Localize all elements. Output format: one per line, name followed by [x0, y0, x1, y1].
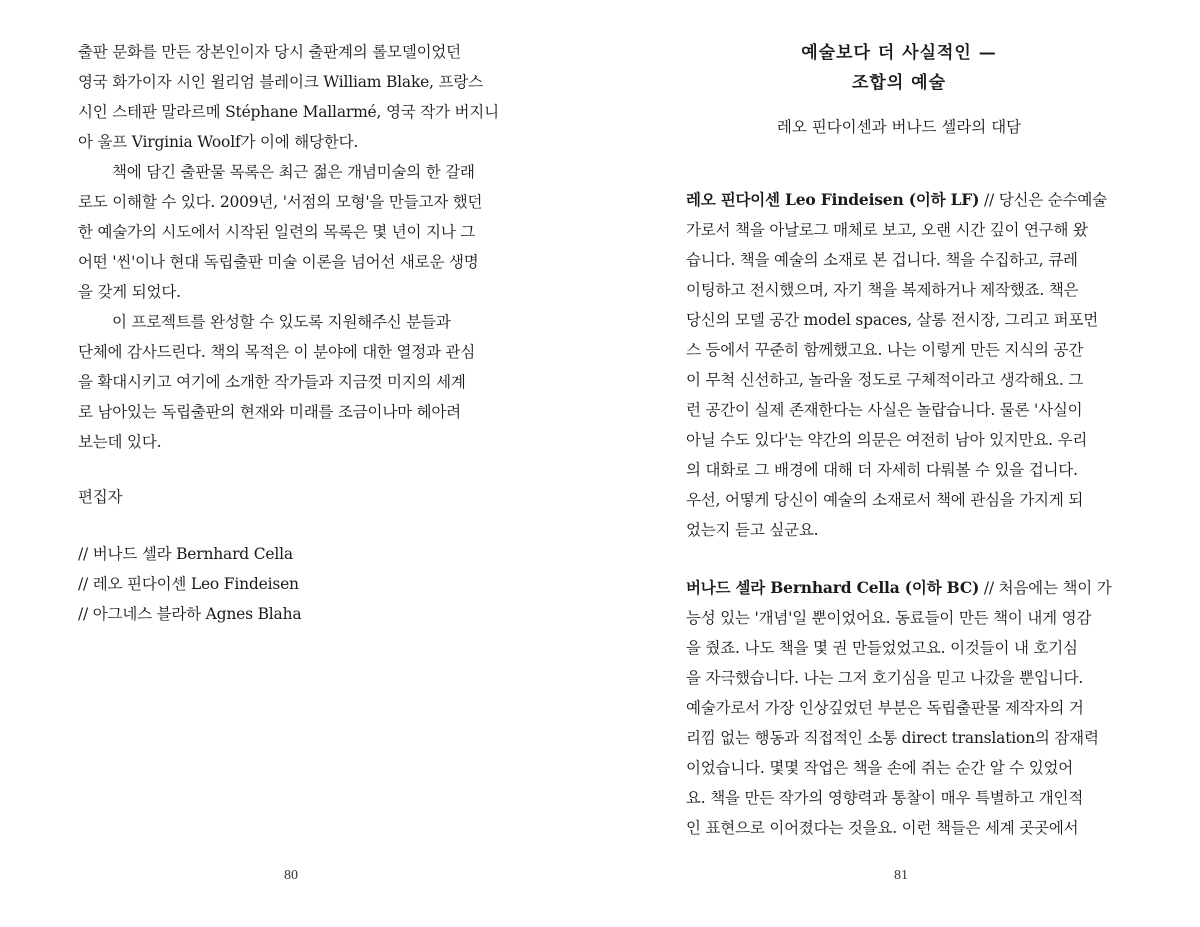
text-line: 을 갖게 되었다.	[78, 283, 181, 301]
text-line: 아닐 수도 있다'는 약간의 의문은 여전히 남아 있지만요. 우리	[686, 431, 1088, 449]
text-line: 요. 책을 만든 작가의 영향력과 통찰이 매우 특별하고 개인적	[686, 789, 1084, 807]
text-line: 의 대화로 그 배경에 대해 더 자세히 다뤄볼 수 있을 겁니다.	[686, 461, 1078, 479]
text-line: 인 표현으로 이어졌다는 것을요. 이런 책들은 세계 곳곳에서	[686, 819, 1079, 837]
text-line: 리낌 없는 행동과 직접적인 소통 direct translation의 잠재력	[686, 729, 1099, 747]
text-line: 한 예술가의 시도에서 시작된 일련의 목록은 몇 년이 지나 그	[78, 223, 476, 241]
text-line: 이팅하고 전시했으며, 자기 책을 복제하거나 제작했죠. 책은	[686, 281, 1079, 299]
text-line: 우선, 어떻게 당신이 예술의 소재로서 책에 관심을 가지게 되	[686, 491, 1084, 509]
text-line	[686, 190, 1107, 210]
article-title-continued: 조합의 예술	[851, 73, 947, 93]
speaker-label: 레오 핀다이센 Leo Findeisen (이하 LF)	[686, 190, 980, 209]
text-line: 어떤 '씬'이나 현대 독립출판 미술 이론을 넘어선 새로운 생명	[78, 253, 479, 271]
text-line: 예술가로서 가장 인상깊었던 부분은 독립출판물 제작자의 거	[686, 699, 1084, 717]
text-line: 스 등에서 꾸준히 함께했고요. 나는 이렇게 만든 지식의 공간	[686, 341, 1084, 359]
text-line: 가로서 책을 아날로그 매체로 보고, 오랜 시간 깊이 연구해 왔	[686, 221, 1088, 239]
text-line: 시인 스테판 말라르메 Stéphane Mallarmé, 영국 작가 버지니	[78, 103, 499, 121]
text-line: 능성 있는 '개념'일 뿐이었어요. 동료들이 만든 책이 내게 영감	[686, 609, 1092, 627]
text-line: 이었습니다. 몇몇 작업은 책을 손에 쥐는 순간 알 수 있었어	[686, 759, 1074, 777]
text-line: 이 프로젝트를 완성할 수 있도록 지원해주신 분들과	[112, 313, 451, 331]
text-line: 책에 담긴 출판물 목록은 최근 젊은 개념미술의 한 갈래	[112, 163, 475, 181]
editor-signature: 편집자	[78, 488, 123, 506]
text-line: 습니다. 책을 예술의 소재로 본 겁니다. 책을 수집하고, 큐레	[686, 251, 1078, 269]
text-line: 을 줬죠. 나도 책을 몇 권 만들었었고요. 이것들이 내 호기심	[686, 639, 1078, 657]
text-line	[686, 578, 1112, 598]
text-line: 출판 문화를 만든 장본인이자 당시 출판계의 롤모델이었던	[78, 43, 461, 61]
text-line: 로도 이해할 수 있다. 2009년, '서점의 모형'을 만들고자 했던	[78, 193, 483, 211]
article-title: 예술보다 더 사실적인 —	[801, 43, 997, 63]
text-line: 단체에 감사드린다. 책의 목적은 이 분야에 대한 열정과 관심	[78, 343, 476, 361]
text-line: 었는지 듣고 싶군요.	[686, 521, 819, 539]
editor-credit: // 레오 핀다이센 Leo Findeisen	[78, 575, 299, 593]
speaker-text: // 처음에는 책이 가	[979, 579, 1112, 597]
text-line: 이 무척 신선하고, 놀라울 정도로 구체적이라고 생각해요. 그	[686, 371, 1084, 389]
text-line: 을 자극했습니다. 나는 그저 호기심을 믿고 나갔을 뿐입니다.	[686, 669, 1084, 687]
text-line: 당신의 모델 공간 model spaces, 살롱 전시장, 그리고 퍼포먼	[686, 311, 1098, 329]
right-page	[686, 0, 1112, 927]
text-line: 영국 화가이자 시인 윌리엄 블레이크 William Blake, 프랑스	[78, 73, 483, 91]
editor-credit: // 버나드 셀라 Bernhard Cella	[78, 545, 293, 563]
speaker-text: // 당신은 순수예술	[979, 191, 1107, 209]
article-subtitle: 레오 핀다이센과 버나드 셀라의 대담	[776, 118, 1022, 136]
page-number: 81	[894, 868, 908, 883]
text-line: 아 울프 Virginia Woolf가 이에 해당한다.	[78, 133, 359, 151]
left-page	[78, 0, 518, 927]
text-line: 로 남아있는 독립출판의 현재와 미래를 조금이나마 헤아려	[78, 403, 461, 421]
text-line: 보는데 있다.	[78, 433, 162, 451]
editor-credit: // 아그네스 블라하 Agnes Blaha	[78, 605, 302, 623]
page-number: 80	[284, 868, 298, 883]
text-line: 을 확대시키고 여기에 소개한 작가들과 지금껏 미지의 세계	[78, 373, 466, 391]
text-line: 런 공간이 실제 존재한다는 사실은 놀랍습니다. 물론 '사실이	[686, 401, 1083, 419]
speaker-label: 버나드 셀라 Bernhard Cella (이하 BC)	[686, 578, 980, 597]
